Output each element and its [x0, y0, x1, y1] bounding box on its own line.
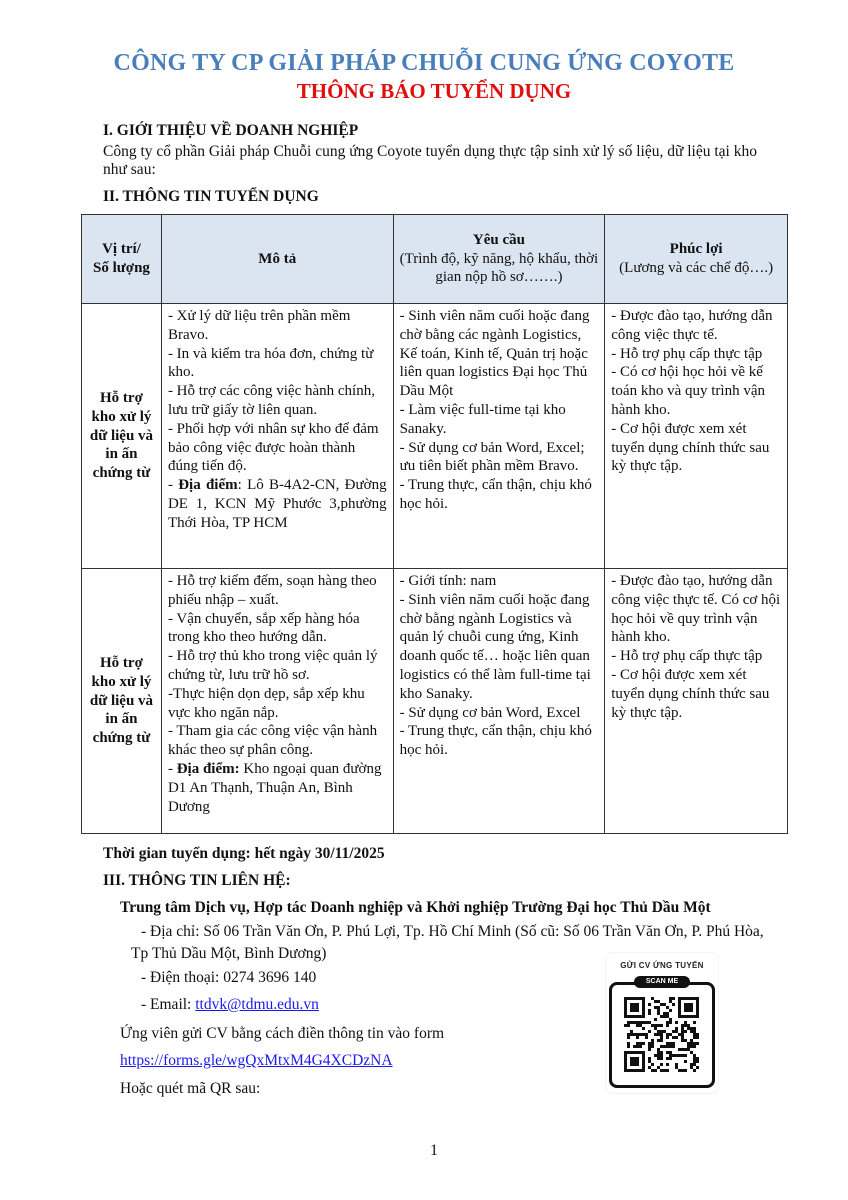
page-number: 1	[430, 1142, 438, 1159]
section-1-body: Công ty cổ phần Giải pháp Chuỗi cung ứng Coyote tuyển dụng thực tập sinh xử lý số liệu, dữ liệu tại kho như sau:	[103, 143, 757, 178]
row-benefits: - Được đào tạo, hướng dẫn công việc thực tế. - Hỗ trợ phụ cấp thực tập - Có cơ hội học hỏi về kế toán kho và quy trình vận hành kho. - Cơ hội được xem xét tuyển dụng chính thức sau kỳ thực tập.	[605, 304, 788, 569]
header-benefits: Phúc lợi (Lương và các chế độ….)	[605, 215, 788, 304]
row-description: - Xử lý dữ liệu trên phần mềm Bravo. - In và kiểm tra hóa đơn, chứng từ kho. - Hỗ trợ các công việc hành chính, lưu trữ giấy tờ liên quan. - Phối hợp với nhân sự kho để đảm bảo công việc được hoàn thành đúng tiến độ. - Địa điểm: Lô B-4A2-CN, Đường DE 1, KCN Mỹ Phước 3,phường Thới Hòa, TP HCM	[161, 304, 393, 569]
table-row	[82, 304, 788, 569]
header-requirements: Yêu cầu (Trình độ, kỹ năng, hộ khẩu, thời gian nộp hồ sơ…….)	[393, 215, 605, 304]
scan-me-badge: SCAN ME	[634, 976, 690, 988]
row-requirements: - Sinh viên năm cuối hoặc đang chờ bằng các ngành Logistics, Kế toán, Kinh tế, Quản trị hoặc liên quan logistics Đại học Thủ Dầu Một - Làm việc full-time tại kho Sanaky. - Sử dụng cơ bản Word, Excel; ưu tiên biết phần mềm Bravo. - Trung thực, cẩn thận, chịu khó học hỏi.	[393, 304, 605, 569]
location-label: Địa điểm:	[176, 760, 240, 777]
company-name: CÔNG TY CP GIẢI PHÁP CHUỖI CUNG ỨNG COYOTE	[113, 50, 735, 76]
row-requirements: - Giới tính: nam - Sinh viên năm cuối hoặc đang chờ bằng ngành Logistics và quản lý chuỗi cung ứng, Kinh doanh quốc tế… hoặc liên quan logistics có thể làm full-time tại kho Sanaky. - Sử dụng cơ bản Word, Excel - Trung thực, cẩn thận, chịu khó học hỏi.	[393, 569, 605, 834]
form-link-line	[120, 1052, 393, 1070]
email-link[interactable]: ttdvk@tdmu.edu.vn	[195, 996, 319, 1013]
row-benefits: - Được đào tạo, hướng dẫn công việc thực tế. Có cơ hội học hỏi về quy trình vận hành kho. - Hỗ trợ phụ cấp thực tập - Cơ hội được xem xét tuyển dụng chính thức sau kỳ thực tập.	[605, 569, 788, 834]
recruitment-deadline: Thời gian tuyển dụng: hết ngày 30/11/2025	[103, 845, 385, 862]
contact-phone: - Điện thoại: 0274 3696 140	[141, 969, 317, 986]
qr-frame	[609, 982, 715, 1088]
contact-email: - Email: ttdvk@tdmu.edu.vn	[141, 996, 319, 1013]
section-1-title: I. GIỚI THIỆU VỀ DOANH NGHIỆP	[103, 122, 359, 139]
table-row	[82, 569, 788, 834]
location-label: Địa điểm	[178, 477, 238, 494]
qr-card	[606, 953, 718, 1093]
location-value: Kho ngoại quan đường D1 An Thạnh, Thuận An, Bình Dương	[167, 760, 382, 815]
table-header-row	[82, 215, 788, 304]
qr-card-title: GỬI CV ỨNG TUYỂN	[620, 961, 704, 970]
header-position: Vị trí/ Số lượng	[82, 215, 162, 304]
notice-title: THÔNG BÁO TUYỂN DỤNG	[296, 79, 572, 103]
section-3-title: III. THÔNG TIN LIÊN HỆ:	[103, 872, 291, 889]
header-description: Mô tả	[161, 215, 393, 304]
form-link[interactable]: https://forms.gle/wgQxMtxM4G4XCDzNA	[120, 1052, 393, 1069]
recruitment-table	[81, 214, 788, 834]
contact-center-name: Trung tâm Dịch vụ, Hợp tác Doanh nghiệp và Khởi nghiệp Trường Đại học Thủ Dầu Một	[120, 899, 711, 916]
row-position: Hỗ trợ kho xử lý dữ liệu và in ấn chứng từ	[82, 569, 162, 834]
contact-address: - Địa chỉ: Số 06 Trần Văn Ơn, P. Phú Lợi, Tp. Hồ Chí Minh (Số cũ: Số 06 Trần Văn Ơn, P. Phú Hòa, Tp Thủ Dầu Một, Bình Dương)	[131, 923, 764, 962]
qr-code-icon[interactable]	[612, 985, 712, 1085]
row-description: - Hỗ trợ kiểm đếm, soạn hàng theo phiếu nhập – xuất. - Vận chuyển, sắp xếp hàng hóa trong kho theo hướng dẫn. - Hỗ trợ thủ kho trong việc quản lý chứng từ, lưu trữ hồ sơ. -Thực hiện dọn dẹp, sắp xếp khu vực kho ngăn nắp. - Tham gia các công việc vận hành khác theo sự phân công. - Địa điểm: Kho ngoại quan đường D1 An Thạnh, Thuận An, Bình Dương	[161, 569, 393, 834]
qr-instruction: Hoặc quét mã QR sau:	[120, 1080, 261, 1097]
row-position: Hỗ trợ kho xử lý dữ liệu và in ấn chứng từ	[82, 304, 162, 569]
location-value: : Lô B-4A2-CN, Đường DE 1, KCN Mỹ Phước 3,phường Thới Hòa, TP HCM	[167, 477, 387, 531]
section-2-title: II. THÔNG TIN TUYỂN DỤNG	[103, 188, 319, 205]
cv-instruction: Ứng viên gửi CV bằng cách điền thông tin vào form	[120, 1025, 445, 1042]
